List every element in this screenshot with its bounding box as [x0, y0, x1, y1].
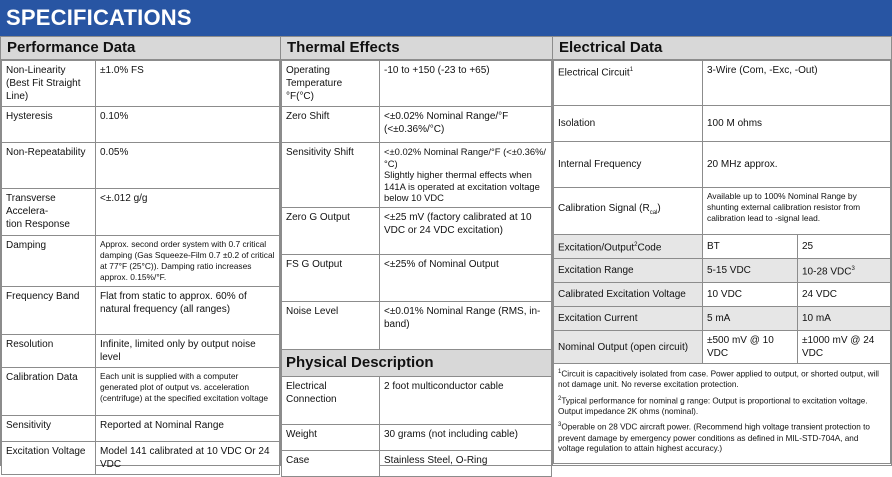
table-row	[554, 142, 891, 188]
row-value: <±25% of Nominal Output	[380, 254, 552, 301]
row-label: Non-Linearity (Best Fit Straight Line)	[2, 61, 96, 107]
code-row	[554, 331, 891, 364]
col25-cell: 25	[798, 235, 891, 259]
row-value: 20 MHz approx.	[703, 142, 891, 188]
label-text: Calibration Signal (R	[558, 203, 650, 214]
table-row	[282, 301, 552, 349]
col25-text: 10-28 VDC	[802, 266, 852, 278]
label-subscript: cal	[649, 210, 658, 216]
table-row	[2, 107, 280, 143]
code-row	[554, 307, 891, 331]
footnote-ref: 1	[629, 67, 634, 73]
row-label: Non-Repeatability	[2, 143, 96, 189]
table-row	[282, 254, 552, 301]
table-row	[282, 450, 552, 476]
physical-header	[282, 349, 552, 376]
table-row	[2, 287, 280, 335]
table-row	[2, 61, 280, 107]
footnote-num: 1	[558, 369, 562, 375]
row-value: 0.05%	[96, 143, 280, 189]
row-label: Excitation Current	[554, 307, 703, 331]
bt-cell: 5 mA	[703, 307, 798, 331]
row-label: Isolation	[554, 106, 703, 142]
row-label: Zero G Output	[282, 207, 380, 254]
row-label	[554, 188, 703, 235]
performance-table	[1, 60, 280, 475]
table-row	[554, 61, 891, 106]
row-label: Weight	[282, 424, 380, 450]
row-value: 30 grams (not including cable)	[380, 424, 552, 450]
table-row	[2, 189, 280, 236]
row-value: -10 to +150 (-23 to +65)	[380, 61, 552, 107]
footnote-num: 2	[558, 395, 562, 402]
row-label: Nominal Output (open circuit)	[554, 331, 703, 364]
row-label: Excitation Voltage	[2, 442, 96, 475]
physical-heading: Physical Description	[282, 349, 552, 376]
performance-panel	[0, 36, 281, 470]
footnote-ref: 2	[634, 241, 638, 248]
row-value: ±1.0% FS	[96, 61, 280, 107]
label-text: Excitation/Output	[558, 242, 635, 254]
row-value: 3-Wire (Com, -Exc, -Out)	[703, 61, 891, 106]
performance-header	[1, 37, 280, 60]
code-row	[554, 259, 891, 283]
table-row	[282, 207, 552, 254]
row-value: Each unit is supplied with a computer generated plot of output vs. acceleration (centrifuge) at the specified excitation voltage	[96, 368, 280, 416]
footnotes	[554, 364, 891, 464]
table-row	[2, 416, 280, 442]
table-row	[282, 143, 552, 208]
row-label: Frequency Band	[2, 287, 96, 335]
row-label: Calibrated Excitation Voltage	[554, 283, 703, 307]
electrical-header	[553, 37, 891, 60]
row-value: 2 foot multiconductor cable	[380, 376, 552, 424]
row-label	[554, 61, 703, 106]
thermal-heading: Thermal Effects	[287, 39, 400, 56]
label-text: Electrical Circuit	[558, 67, 630, 79]
row-label: Damping	[2, 236, 96, 287]
row-value: <±25 mV (factory calibrated at 10 VDC or 24 VDC excitation)	[380, 207, 552, 254]
footnotes-row	[554, 364, 891, 464]
footnote-ref: 3	[851, 265, 855, 272]
row-value: <±0.01% Nominal Range (RMS, in-band)	[380, 301, 552, 349]
table-row	[2, 143, 280, 189]
row-label: Sensitivity Shift	[282, 143, 380, 208]
footnote-num: 3	[558, 422, 562, 429]
row-value: <±0.02% Nominal Range/°F (<±0.36%/°C)	[380, 107, 552, 143]
row-label: Case	[282, 450, 380, 476]
thermal-panel	[280, 36, 553, 466]
label-text-end: Code	[637, 242, 662, 254]
bt-cell: 5-15 VDC	[703, 259, 798, 283]
row-value: Available up to 100% Nominal Range by shunting external calibration resistor from calibration lead to -signal lead.	[703, 188, 891, 235]
row-label: Excitation Range	[554, 259, 703, 283]
row-label: Hysteresis	[2, 107, 96, 143]
row-label: Sensitivity	[2, 416, 96, 442]
table-row	[2, 236, 280, 287]
footnote	[558, 420, 886, 454]
footnote	[558, 367, 886, 391]
performance-heading: Performance Data	[7, 39, 136, 56]
col25-cell: 24 VDC	[798, 283, 891, 307]
electrical-table	[553, 60, 891, 464]
thermal-header	[281, 37, 552, 60]
row-value: 0.10%	[96, 107, 280, 143]
footnote-text: Operable on 28 VDC aircraft power. (Recommend high voltage transient protection to prevent damage by emergency power conditions as defined in MIL-STD-704A, and voltage regulation to attain highest accuracy.)	[558, 423, 870, 454]
title-bar	[0, 0, 892, 36]
row-value: <±.012 g/g	[96, 189, 280, 236]
row-label: Noise Level	[282, 301, 380, 349]
row-label: Internal Frequency	[554, 142, 703, 188]
row-value: 100 M ohms	[703, 106, 891, 142]
table-row	[282, 61, 552, 107]
row-value: Infinite, limited only by output noise level	[96, 335, 280, 368]
row-value: Model 141 calibrated at 10 VDC Or 24 VDC	[96, 442, 280, 475]
row-label	[554, 235, 703, 259]
row-label: Electrical Connection	[282, 376, 380, 424]
row-label: Calibration Data	[2, 368, 96, 416]
table-row	[282, 107, 552, 143]
electrical-panel	[552, 36, 892, 466]
bt-cell: BT	[703, 235, 798, 259]
label-text-end: )	[657, 203, 661, 214]
row-value: Reported at Nominal Range	[96, 416, 280, 442]
table-row	[282, 376, 552, 424]
row-value: Flat from static to approx. 60% of natural frequency (all ranges)	[96, 287, 280, 335]
row-value: <±0.02% Nominal Range/°F (<±0.36%/°C) Slightly higher thermal effects when 141A is operated at excitation voltage below 10 VDC	[380, 143, 552, 208]
footnote-text: Circuit is capacitively isolated from case. Power applied to output, or shorted output, will not damage unit. No reverse excitation protection.	[558, 369, 879, 390]
table-row	[2, 335, 280, 368]
footnote	[558, 394, 886, 418]
code-row	[554, 283, 891, 307]
bt-cell: ±500 mV @ 10 VDC	[703, 331, 798, 364]
electrical-heading: Electrical Data	[559, 39, 663, 56]
col25-cell: 10 mA	[798, 307, 891, 331]
table-row	[554, 106, 891, 142]
thermal-table	[281, 60, 552, 477]
col25-cell: ±1000 mV @ 24 VDC	[798, 331, 891, 364]
bt-cell: 10 VDC	[703, 283, 798, 307]
row-label: Resolution	[2, 335, 96, 368]
page-title: SPECIFICATIONS	[6, 5, 192, 30]
table-row	[282, 424, 552, 450]
row-label: Operating Temperature °F(°C)	[282, 61, 380, 107]
col25-cell	[798, 259, 891, 283]
footnote-text: Typical performance for nominal g range: Output is proportional to excitation voltage. Output impedance 2K ohms (nominal).	[558, 396, 868, 416]
row-label: Zero Shift	[282, 107, 380, 143]
table-row	[2, 442, 280, 475]
row-value: Stainless Steel, O-Ring	[380, 450, 552, 476]
code-row	[554, 235, 891, 259]
table-row	[2, 368, 280, 416]
table-row	[554, 188, 891, 235]
row-value: Approx. second order system with 0.7 critical damping (Gas Squeeze-Film 0.7 ±0.2 of critical at 77°F (25°C)). Damping ratio increases approx. 0.15%/°F.	[96, 236, 280, 287]
row-label: FS G Output	[282, 254, 380, 301]
row-label: Transverse Accelera- tion Response	[2, 189, 96, 236]
